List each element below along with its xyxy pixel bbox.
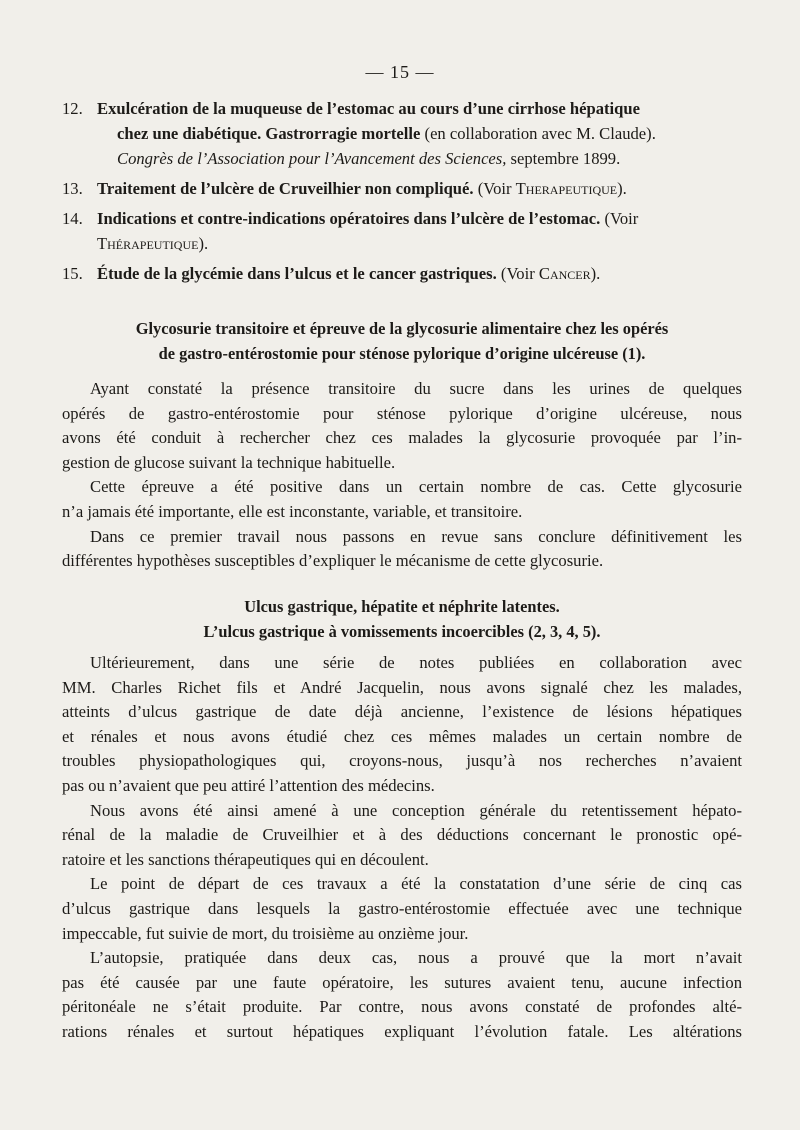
list-item	[62, 206, 742, 256]
text-line: opérés de gastro-entérostomie pour sténose pylorique d’origine ulcéreuse, nous	[62, 403, 742, 423]
text-line: atteints d’ulcus gastrique de date déjà ancienne, l’existence de lésions hépatiques	[62, 702, 742, 722]
section-heading	[62, 594, 742, 644]
text-line: avons été conduit à rechercher chez ces malades la glycosurie provoquée par l’in-	[62, 428, 742, 448]
item-note-end: ).	[617, 179, 627, 198]
text-line: MM. Charles Richet fils et André Jacquelin, nous avons signalé chez les malades,	[62, 677, 742, 697]
text-line: différentes hypothèses susceptibles d’expliquer le mécanisme de cette glycosurie.	[62, 551, 604, 571]
text-line: ratoire et les sanctions thérapeutiques qui en découlent.	[62, 849, 429, 869]
item-note: (en collaboration avec M. Claude).	[420, 124, 656, 143]
item-note-end: ).	[590, 264, 601, 283]
item-title: Traitement de l’ulcère de Cruveilhier non compliqué.	[97, 179, 474, 198]
item-title-cont: chez une diabétique. Gastrorragie mortelle	[117, 124, 421, 143]
text-line: L’autopsie, pratiquée dans deux cas, nous a prouvé que la mort n’avait	[90, 948, 742, 968]
item-title: Étude de la glycémie dans l’ulcus et le cancer gastriques.	[97, 264, 497, 283]
text-line: Cette épreuve a été positive dans un certain nombre de cas. Cette glycosurie	[90, 477, 742, 497]
item-crossref: Thérapeutique	[97, 234, 199, 253]
item-number: 12.	[62, 99, 83, 118]
text-line: Ultérieurement, dans une série de notes publiées en collaboration avec	[90, 653, 742, 672]
item-title: Exulcération de la muqueuse de l’estomac au cours d’une cirrhose hépatique	[97, 99, 640, 118]
section-heading-line: L’ulcus gastrique à vomissements incoercibles (2, 3, 4, 5).	[203, 622, 601, 641]
item-title: Indications et contre-indications opératoires dans l’ulcère de l’estomac.	[97, 209, 601, 228]
item-note: (Voir	[600, 209, 639, 228]
item-note: (Voir	[496, 264, 539, 283]
item-source: Congrès de l’Association pour l’Avancement des Sciences,	[117, 149, 507, 168]
text-line: gestion de glucose suivant la technique habituelle.	[62, 452, 396, 472]
text-line: Le point de départ de ces travaux a été la constatation d’une série de cinq cas	[90, 874, 742, 894]
text-line: Ayant constaté la présence transitoire du sucre dans les urines de quelques	[90, 379, 742, 398]
text-line: troubles physiopathologiques qui, croyons-nous, jusqu’à nos recherches n’avaient	[62, 751, 742, 771]
text-line: Nous avons été ainsi amené à une conception générale du retentissement hépato-	[90, 800, 742, 820]
item-date: septembre 1899.	[506, 149, 621, 168]
item-note: (Voir	[473, 179, 516, 198]
list-item	[62, 261, 742, 286]
text-line: Dans ce premier travail nous passons en revue sans conclure définitivement les	[90, 526, 742, 546]
section-heading-line: Glycosurie transitoire et épreuve de la glycosurie alimentaire chez les opérés	[135, 319, 669, 338]
text-line: et rénales et nous avons étudié chez ces mêmes malades un certain nombre de	[62, 726, 742, 746]
item-number: 13.	[62, 179, 83, 198]
section-heading-line: de gastro-entérostomie pour sténose pylorique d’origine ulcéreuse (1).	[158, 344, 646, 363]
text-line: rénal de la maladie de Cruveilhier et à des déductions concernant le pronostic opé-	[62, 825, 742, 845]
text-line: d’ulcus gastrique dans lesquels la gastro-entérostomie effectuée avec une technique	[62, 898, 742, 918]
text-line: pas ou n’avaient que peu attiré l’attention des médecins.	[62, 775, 435, 795]
section-heading	[62, 316, 742, 366]
text-line: rations rénales et surtout hépatiques expliquant l’évolution fatale. Les altérations	[62, 1021, 742, 1041]
item-crossref: Therapeutique	[515, 179, 618, 198]
text-line: péritonéale ne s’était produite. Par contre, nous avons constaté de profondes alté-	[62, 997, 742, 1017]
item-number: 14.	[62, 209, 83, 228]
text-line: impeccable, fut suivie de mort, du troisième au onzième jour.	[62, 923, 469, 943]
list-item	[62, 176, 742, 201]
page-number: — 15 —	[365, 62, 435, 82]
section-body	[62, 377, 742, 574]
text-line: n’a jamais été importante, elle est inconstante, variable, et transitoire.	[62, 501, 523, 521]
item-note-end: ).	[198, 234, 209, 253]
list-item	[62, 96, 742, 171]
publication-list	[62, 96, 742, 291]
section-heading-line: Ulcus gastrique, hépatite et néphrite latentes.	[244, 597, 560, 616]
item-number: 15.	[62, 264, 83, 283]
item-crossref: Cancer	[538, 264, 591, 283]
section-body	[62, 651, 742, 1045]
text-line: pas été causée par une faute opératoire, les sutures avaient tenu, aucune infection	[62, 972, 742, 992]
